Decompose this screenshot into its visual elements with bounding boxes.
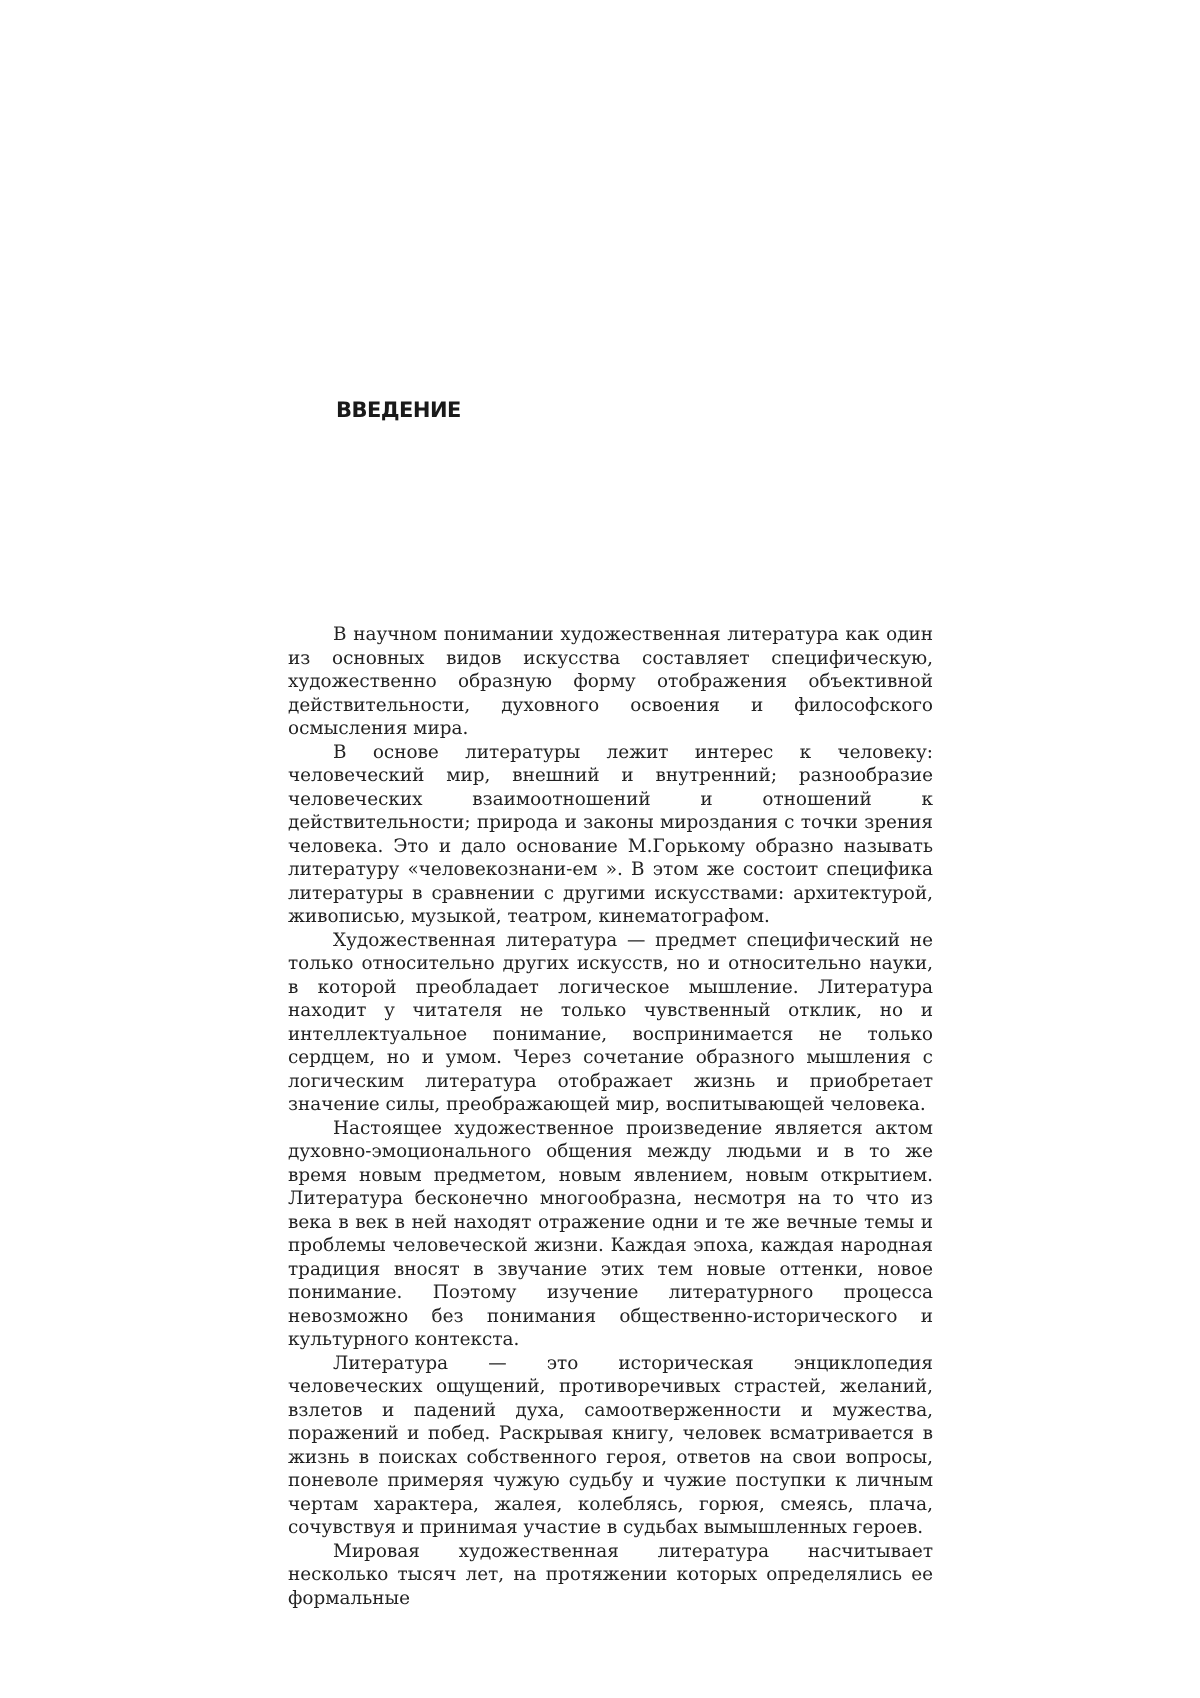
paragraph-5: Литература — это историческая энциклопедия человеческих ощущений, противоречивых страстей, желаний, взлетов и падений духа, самоотверженности и мужества, поражений и побед. Раскрывая книгу, человек всматривается в жизнь в поисках собственного героя, ответов на свои вопросы, поневоле примеряя чужую судьбу и чужие поступки к личным чертам характера, жалея, колеблясь, горюя, смеясь, плача, сочувствуя и принимая участие в судьбах вымышленных героев. [288,1352,933,1538]
body-text [288,623,933,1610]
paragraph-4: Настоящее художественное произведение является актом духовно-эмоционального общения между людьми и в то же время новым предметом, новым явлением, новым открытием. Литература бесконечно многообразна, несмотря на то что из века в век в ней находят отражение одни и те же вечные темы и проблемы человеческой жизни. Каждая эпоха, каждая народная традиция вносят в звучание этих тем новые оттенки, новое понимание. Поэтому изучение литературного процесса невозможно без понимания общественно-исторического и культурного контекста. [288,1117,933,1350]
paragraph-3: Художественная литература — предмет специфический не только относительно других искусств, но и относительно науки, в которой преобладает логическое мышление. Литература находит у читателя не только чувственный отклик, но и интеллектуальное понимание, воспринимается не только сердцем, но и умом. Через сочетание образного мышления с логическим литература отображает жизнь и приобретает значение силы, преображающей мир, воспитывающей человека. [288,929,933,1115]
chapter-heading: ВВЕДЕНИЕ [336,398,461,422]
paragraph-2: В основе литературы лежит интерес к человеку: человеческий мир, внешний и внутренний; разнообразие человеческих взаимоотношений и отношений к действительности; природа и законы мироздания с точки зрения человека. Это и дало основание М.Горькому образно называть литературу «человекознани-ем ». В этом же состоит специфика литературы в сравнении с другими искусствами: архитектурой, живописью, музыкой, театром, кинематографом. [288,741,933,927]
paragraph-1: В научном понимании художественная литература как один из основных видов искусства составляет специфическую, художественно образную форму отображения объективной действительности, духовного освоения и философского осмысления мира. [288,624,933,739]
paragraph-6: Мировая художественная литература насчитывает несколько тысяч лет, на протяжении которых определялись ее формальные [288,1540,933,1609]
